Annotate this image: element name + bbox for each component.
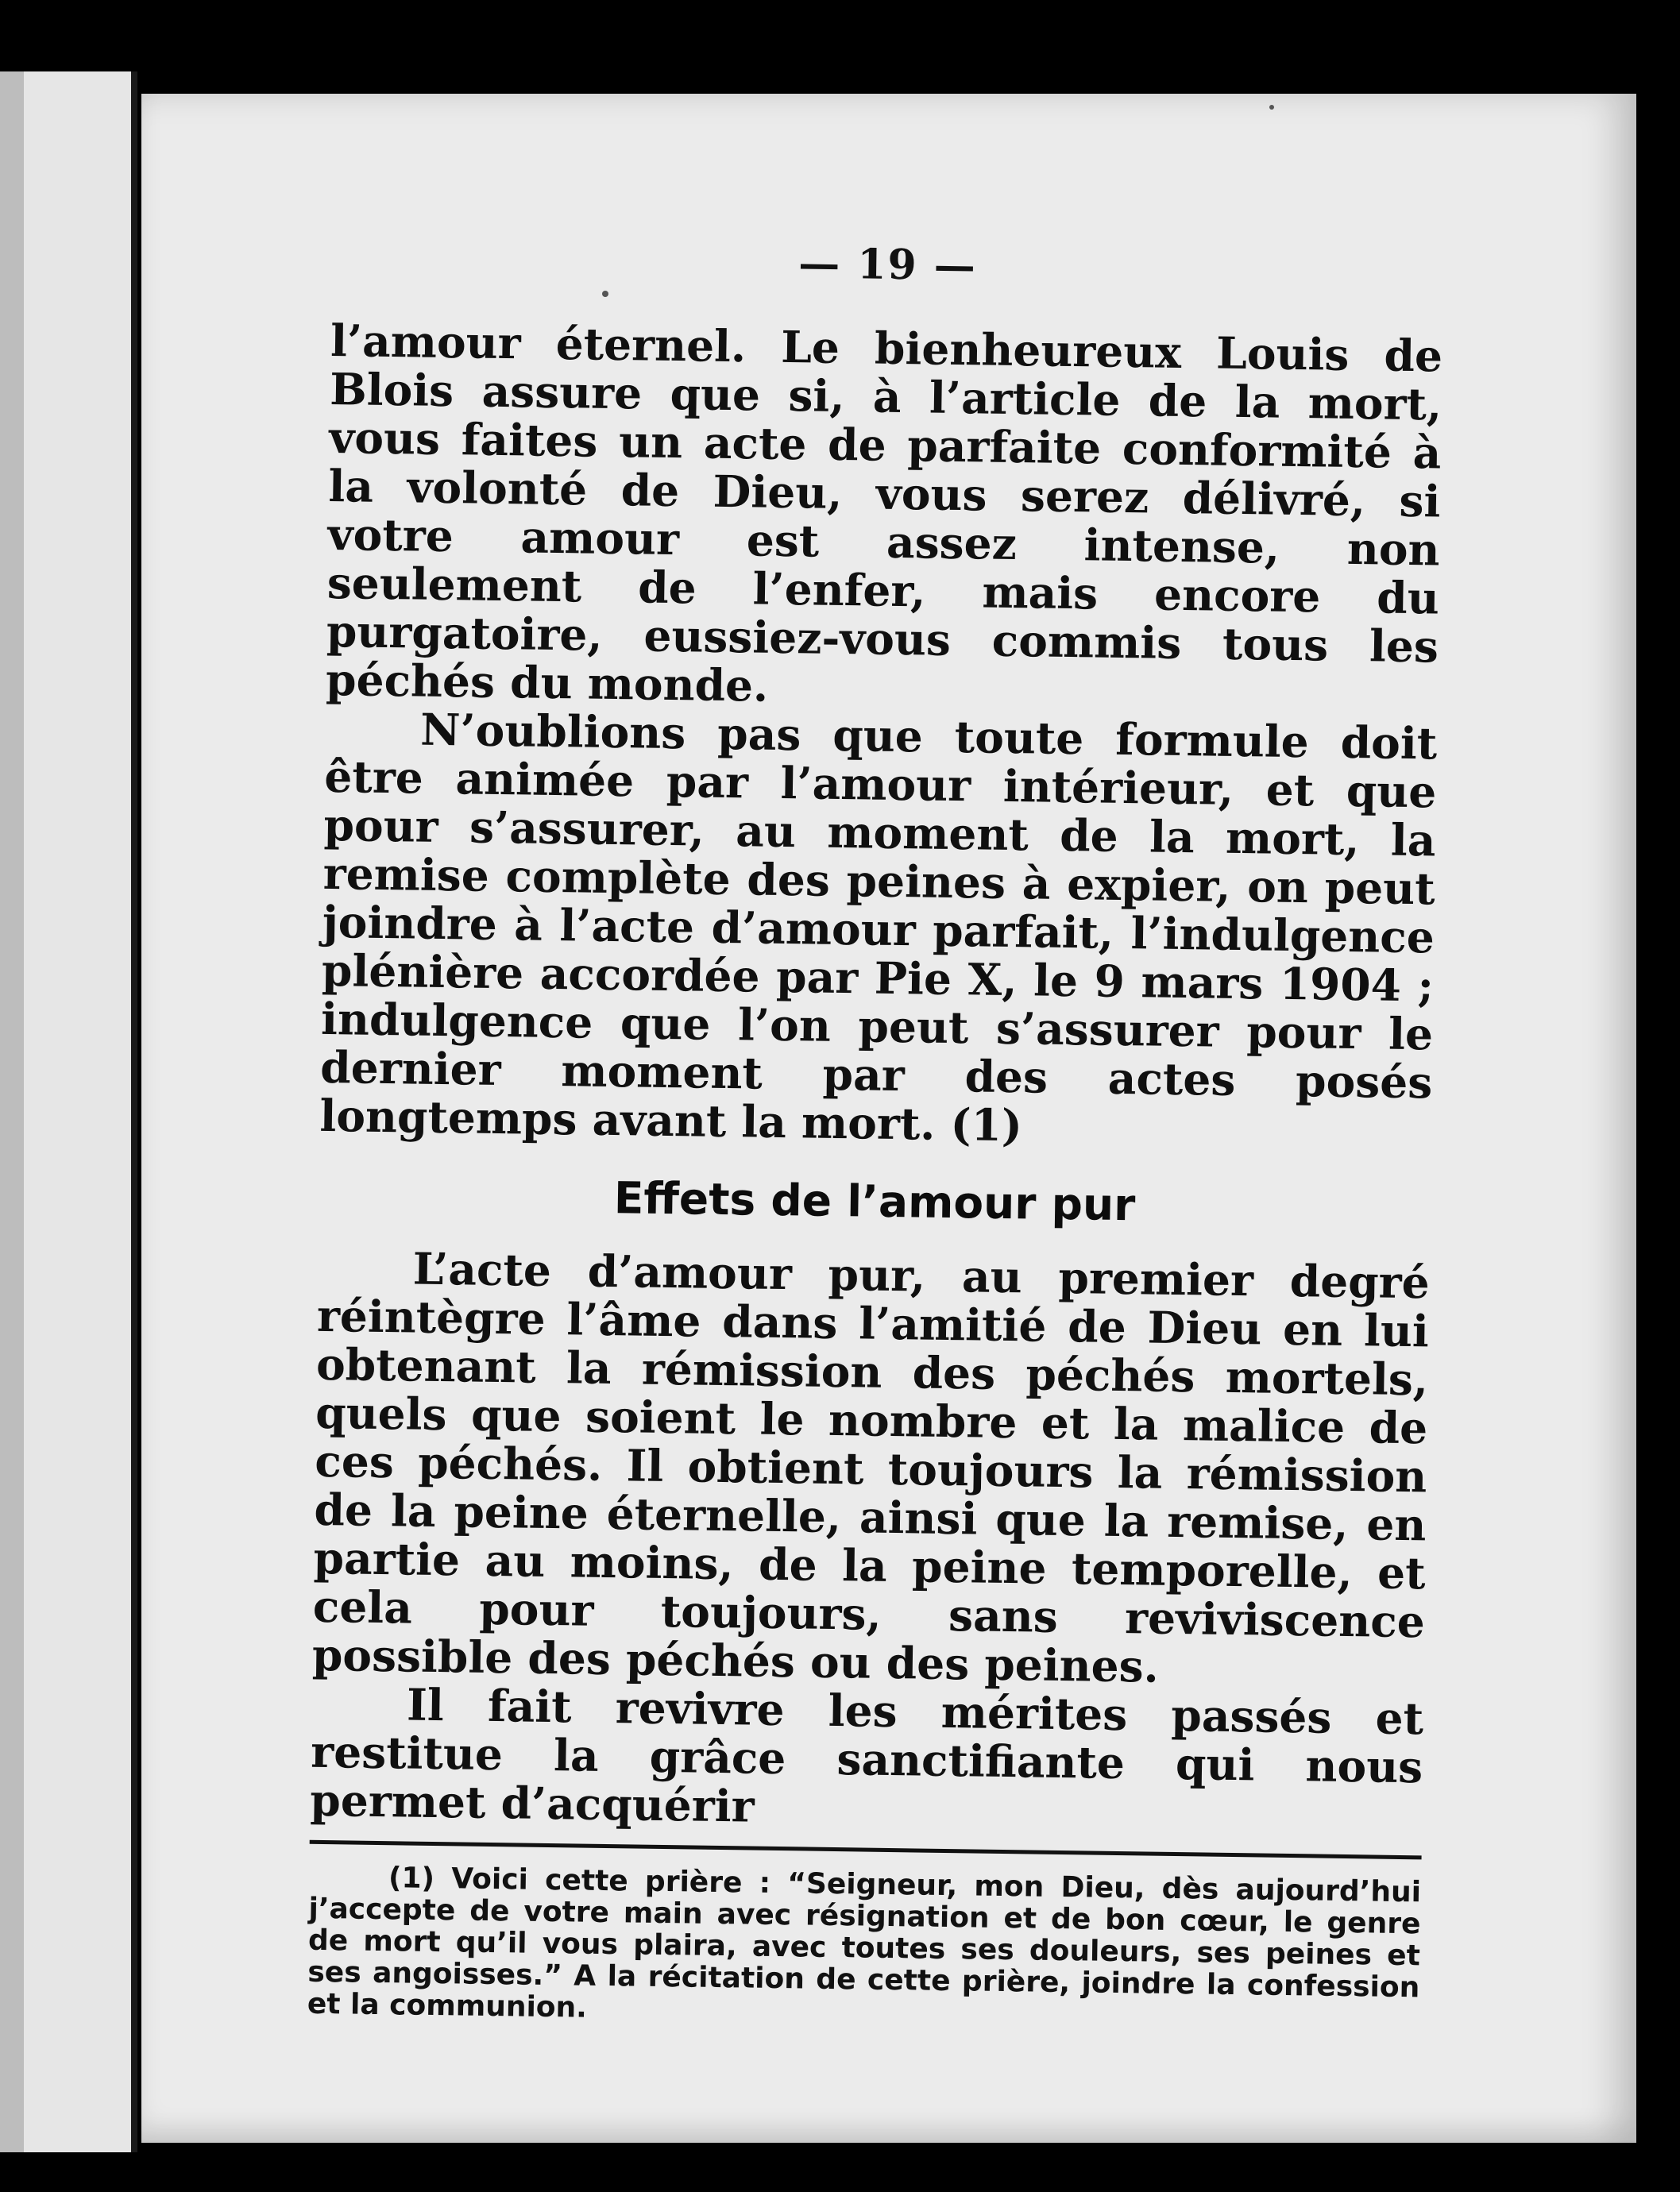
paragraph-effects: L’acte d’amour pur, au premier degré réintègre l’âme dans l’amitié de Dieu en lui obtenant la rémission des péchés mortels, quels que soient le nombre et la malice de ces péchés. Il obtient toujours la rémission de la peine éternelle, ainsi que la remise, en partie au moins, de la peine temporelle, et cela pour toujours, sans reviviscence possible des péchés ou des peines.: [311, 1242, 1431, 1692]
page-speck: [1269, 105, 1274, 110]
section-heading: Effets de l’amour pur: [613, 1172, 1136, 1231]
paragraph-continuation: l’amour éternel. Le bienheureux Louis de Blois assure que si, à l’article de la mort, vous faites un acte de parfaite conformité à la volonté de Dieu, vous serez délivré, si votre amour est assez intense, non seulement de l’enfer, mais encore du purgatoire, eussiez-vous commis tous les péchés du monde.: [325, 314, 1443, 712]
book-page: [141, 94, 1636, 2143]
page-number: — 19 —: [798, 239, 978, 291]
footnote: (1) Voici cette prière : “Seigneur, mon Dieu, dès aujourd’hui j’accepte de votre main avec résignation et de bon cœur, le genre de mort qu’il vous plaira, avec toutes ses douleurs, ses peines et ses angoisses.” A la récitation de cette prière, joindre la confession et la communion.: [307, 1862, 1422, 2024]
facing-page-edge: [0, 71, 137, 2152]
paragraph-merits: Il fait revivre les mérites passés et restitue la grâce sanctifiante qui nous permet d’acquérir: [309, 1678, 1424, 1832]
page-text-block: [307, 233, 1444, 2036]
facing-page-shadow: [0, 71, 24, 2152]
paragraph-indulgence: N’oublions pas que toute formule doit être animée par l’amour intérieur, et que pour s’assurer, au moment de la mort, la remise complète des peines à expier, on peut joindre à l’acte d’amour parfait, l’indulgence plénière accordée par Pie X, le 9 mars 1904 ; indulgence que l’on peut s’assurer pour le dernier moment par des actes posés longtemps avant la mort. (1): [319, 703, 1438, 1152]
footnote-divider: [310, 1840, 1422, 1860]
